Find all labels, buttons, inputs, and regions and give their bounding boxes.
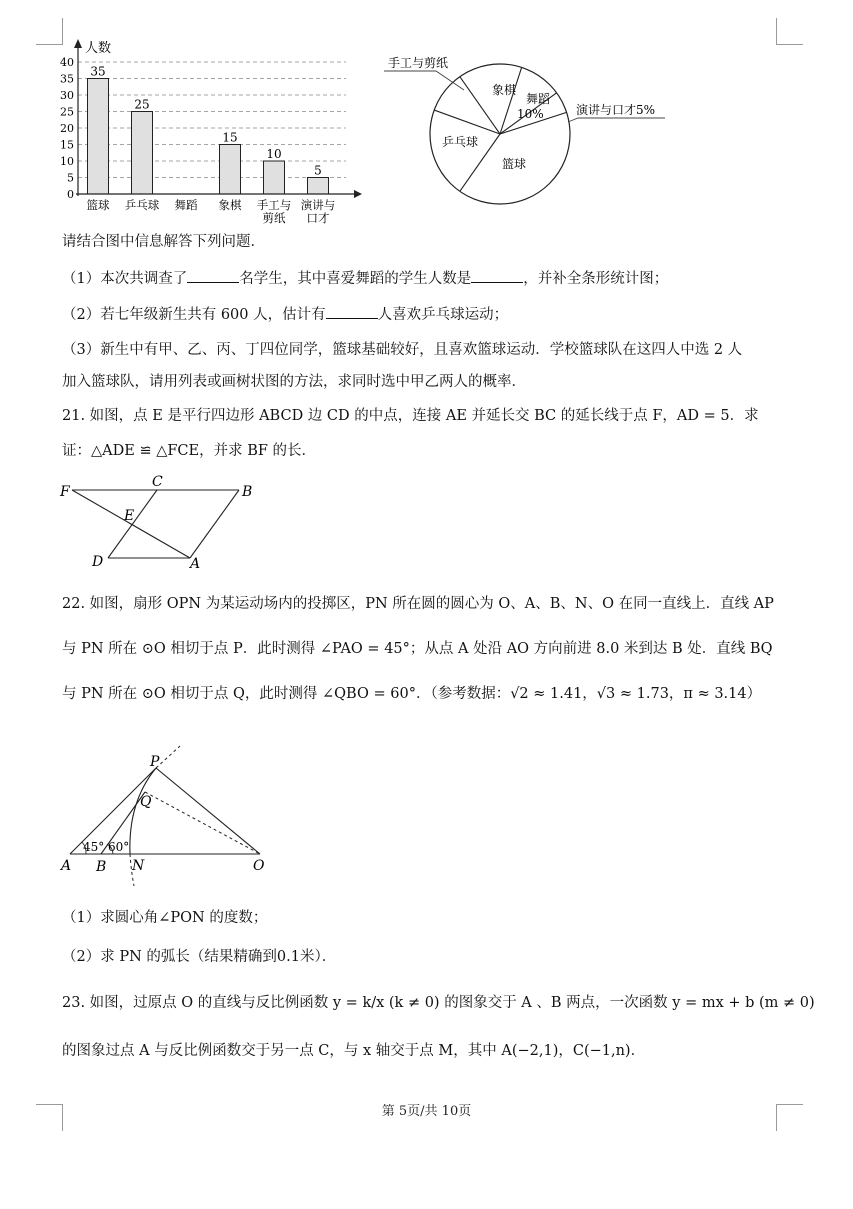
q21-label-B: B bbox=[242, 484, 253, 500]
bar-x-label: 口才 bbox=[306, 211, 330, 225]
q21-parallelogram-figure bbox=[56, 470, 276, 570]
bar-x-label: 象棋 bbox=[218, 198, 242, 212]
q21-label-F: F bbox=[60, 484, 70, 500]
q23-line1: 23. 如图，过原点 O 的直线与反比例函数 y = k/x (k ≠ 0) 的图象交于 A 、B 两点，一次函数 y = mx + b (m ≠ 0) bbox=[62, 995, 815, 1011]
pie-label-wudao-pct: 10% bbox=[517, 107, 544, 121]
bar-y-tick-label: 15 bbox=[60, 138, 74, 152]
bar-chart bbox=[56, 36, 366, 228]
q21-segment-FA bbox=[72, 490, 190, 558]
q22-label-Q: Q bbox=[140, 794, 152, 810]
pie-label-shougong: 手工与剪纸 bbox=[388, 56, 449, 70]
bar-y-axis-arrow bbox=[74, 39, 82, 48]
q23-line2: 的图象过点 A 与反比例函数交于另一点 C，与 x 轴交于点 M，其中 A(−2,1)，C(−1,n)． bbox=[62, 1043, 646, 1059]
bar-y-tick-label: 25 bbox=[60, 105, 74, 119]
q20-part3-line1: （3）新生中有甲、乙、丙、丁四位同学，篮球基础较好，且喜欢篮球运动．学校篮球队在这四人中选 2 人 bbox=[62, 342, 743, 358]
q21-label-E: E bbox=[124, 508, 135, 524]
q20-blank-dance[interactable] bbox=[471, 268, 523, 283]
q21-label-C: C bbox=[152, 474, 163, 490]
bar-value-label: 5 bbox=[314, 163, 322, 178]
q21-line2: 证：△ADE ≌ △FCE，并求 BF 的长． bbox=[62, 443, 317, 459]
bar-x-label: 剪纸 bbox=[262, 211, 286, 225]
bar-3 bbox=[220, 145, 241, 195]
q20-blank-pingpong[interactable] bbox=[326, 304, 378, 319]
bar-x-label: 乒乓球 bbox=[124, 198, 160, 212]
q21-label-A: A bbox=[190, 556, 201, 570]
q21-label-D: D bbox=[92, 554, 104, 570]
q22-line2: 与 PN 所在 ⊙O 相切于点 P．此时测得 ∠PAO = 45°；从点 A 处沿 AO 方向前进 8.0 米到达 B 处．直线 BQ bbox=[62, 641, 773, 657]
q22-sector-figure bbox=[56, 740, 286, 890]
pie-chart bbox=[380, 46, 680, 206]
q22-label-B: B bbox=[96, 859, 107, 875]
bar-y-tick-label: 40 bbox=[60, 56, 74, 69]
q22-line-PO bbox=[156, 768, 260, 854]
bar-y-tick-label: 0 bbox=[67, 188, 74, 201]
bar-value-label: 10 bbox=[266, 147, 282, 161]
bar-y-tick-label: 30 bbox=[60, 89, 74, 102]
q20-blank-total[interactable] bbox=[187, 268, 239, 283]
bar-x-axis-arrow bbox=[354, 190, 362, 198]
q21-line1: 21. 如图，点 E 是平行四边形 ABCD 边 CD 的中点，连接 AE 并延长交 BC 的延长线于点 F，AD = 5．求 bbox=[62, 408, 759, 424]
q22-sub1: （1）求圆心角∠PON 的度数； bbox=[62, 910, 268, 926]
bar-5 bbox=[308, 178, 329, 195]
q22-label-N: N bbox=[132, 858, 145, 874]
bar-y-tick-label: 20 bbox=[60, 122, 74, 135]
q22-sub2: （2）求 PN 的弧长（结果精确到0.1米）． bbox=[62, 949, 337, 965]
q22-line1: 22. 如图，扇形 OPN 为某运动场内的投掷区，PN 所在圆的圆心为 O、A、B、N、O 在同一直线上．直线 AP bbox=[62, 596, 774, 612]
pie-label-pingpang: 乒乓球 bbox=[442, 135, 479, 149]
bar-bars bbox=[88, 79, 329, 195]
bar-value-label: 35 bbox=[90, 64, 106, 79]
pie-label-wudao: 舞蹈 bbox=[526, 92, 551, 106]
bar-y-tick-label: 10 bbox=[60, 155, 74, 168]
pie-label-xiangqi: 象棋 bbox=[492, 83, 517, 97]
q22-label-A: A bbox=[61, 858, 72, 874]
bar-x-label: 手工与 bbox=[256, 198, 292, 212]
bar-1 bbox=[132, 112, 153, 195]
q21-segment-DC bbox=[108, 490, 157, 558]
pie-leader-yanjiang bbox=[568, 118, 665, 122]
pie-label-lanqiu: 篮球 bbox=[502, 157, 527, 171]
bar-x-label: 篮球 bbox=[86, 198, 110, 212]
q21-segment-BA bbox=[190, 490, 239, 558]
bar-value-label: 15 bbox=[222, 130, 238, 145]
bar-y-tick-label: 35 bbox=[60, 72, 74, 86]
q22-angle-60: 60° bbox=[108, 840, 130, 854]
q20-part1: （1）本次共调查了 名学生，其中喜爱舞蹈的学生人数是 ，并补全条形统计图； bbox=[62, 268, 792, 289]
crop-mark-top-right bbox=[776, 18, 803, 45]
bar-grid bbox=[78, 62, 346, 178]
q22-line3: 与 PN 所在 ⊙O 相切于点 Q，此时测得 ∠QBO = 60°．（参考数据：√2 ≈ 1.41，√3 ≈ 1.73，π ≈ 3.14） bbox=[62, 686, 762, 702]
q20-part2: （2）若七年级新生共有 600 人，估计有 人喜欢乒乓球运动； bbox=[62, 304, 792, 325]
bar-y-tick-label: 5 bbox=[67, 171, 74, 185]
page-footer: 第 5页/共 10页 bbox=[381, 1104, 472, 1119]
bar-x-label: 演讲与 bbox=[300, 198, 336, 212]
bar-0 bbox=[88, 79, 109, 195]
q22-angle-45: 45° bbox=[83, 840, 105, 854]
pie-label-yanjiang: 演讲与口才5% bbox=[576, 103, 656, 117]
q20-part3-line2: 加入篮球队，请用列表或画树状图的方法，求同时选中甲乙两人的概率． bbox=[62, 374, 526, 390]
bar-value-labels bbox=[90, 65, 321, 178]
bar-4 bbox=[264, 161, 285, 194]
q22-label-P: P bbox=[150, 754, 160, 770]
bar-y-axis-label: 人数 bbox=[85, 41, 112, 56]
bar-value-label: 25 bbox=[134, 97, 150, 112]
q22-label-O: O bbox=[253, 858, 265, 874]
q22-tangent-extension bbox=[156, 746, 180, 768]
q22-dashed-QO bbox=[145, 792, 260, 854]
bar-y-ticks bbox=[60, 56, 74, 201]
q20-intro: 请结合图中信息解答下列问题． bbox=[62, 234, 265, 250]
bar-x-label: 舞蹈 bbox=[174, 198, 198, 212]
bar-x-labels bbox=[87, 198, 336, 225]
